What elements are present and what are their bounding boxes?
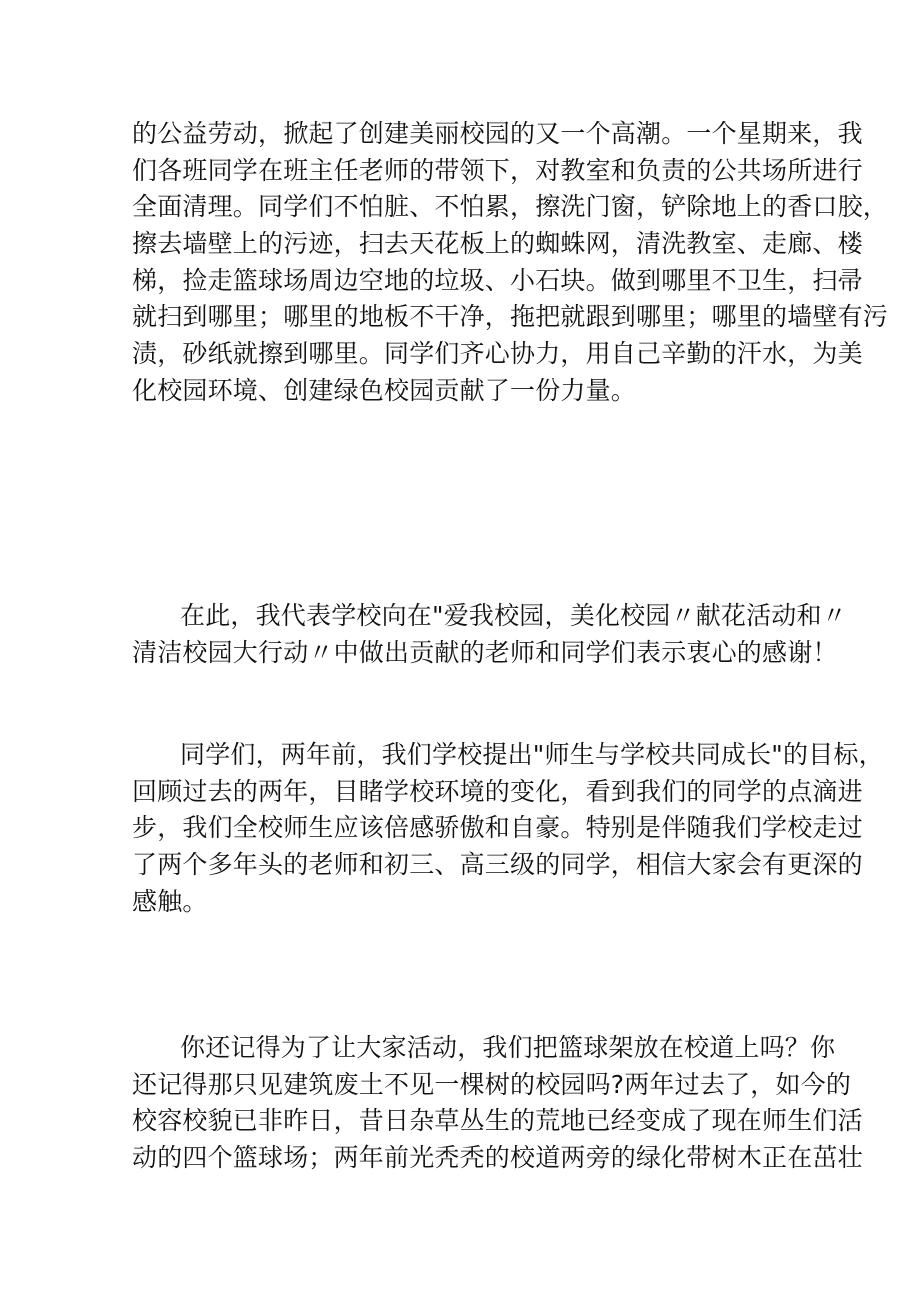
text-line: 梯，捡走篮球场周边空地的垃圾、小石块。做到哪里不卫生，扫帚: [132, 265, 863, 295]
paragraph-3: [132, 737, 884, 920]
text-line: 还记得那只见建筑废土不见一棵树的校园吗?两年过去了，如今的: [132, 1069, 852, 1099]
text-line: 渍，砂纸就擦到哪里。同学们齐心协力，用自己辛勤的汗水，为美: [132, 339, 863, 369]
paragraph-1: [132, 116, 889, 410]
text-line: 校容校貌已非昨日，昔日杂草丛生的荒地已经变成了现在师生们活: [132, 1106, 863, 1136]
text-line: 回顾过去的两年，目睹学校环境的变化，看到我们的同学的点滴进: [132, 776, 863, 806]
text-line: 感触。: [132, 886, 208, 916]
text-line: 动的四个篮球场；两年前光秃秃的校道两旁的绿化带树木正在茁壮: [132, 1143, 863, 1173]
text-line: 你还记得为了让大家活动，我们把篮球架放在校道上吗？你: [180, 1033, 836, 1062]
text-line: 在此，我代表学校向在"爱我校园，美化校园〃献花活动和〃: [180, 601, 847, 630]
text-line: 化校园环境、创建绿色校园贡献了一份力量。: [132, 375, 637, 405]
text-line: 同学们，两年前，我们学校提出"师生与学校共同成长"的目标，: [180, 740, 884, 769]
text-line: 了两个多年头的老师和初三、高三级的同学，相信大家会有更深的: [132, 850, 863, 880]
text-line: 清洁校园大行动〃中做出贡献的老师和同学们表示衷心的感谢！: [132, 637, 838, 667]
text-line: 步，我们全校师生应该倍感骄傲和自豪。特别是伴随我们学校走过: [132, 813, 863, 843]
text-line: 的公益劳动，掀起了创建美丽校园的又一个高潮。一个星期来，我: [132, 119, 863, 148]
paragraph-2: [132, 598, 847, 671]
paragraph-4: [132, 1030, 863, 1177]
text-line: 就扫到哪里；哪里的地板不干净，拖把就跟到哪里；哪里的墙壁有污: [132, 302, 889, 332]
text-line: 们各班同学在班主任老师的带领下，对教室和负责的公共场所进行: [132, 155, 863, 185]
text-line: 全面清理。同学们不怕脏、不怕累，擦洗门窗，铲除地上的香口胶，: [132, 192, 889, 222]
text-line: 擦去墙壁上的污迹，扫去天花板上的蜘蛛网，清洗教室、走廊、楼: [132, 229, 863, 259]
